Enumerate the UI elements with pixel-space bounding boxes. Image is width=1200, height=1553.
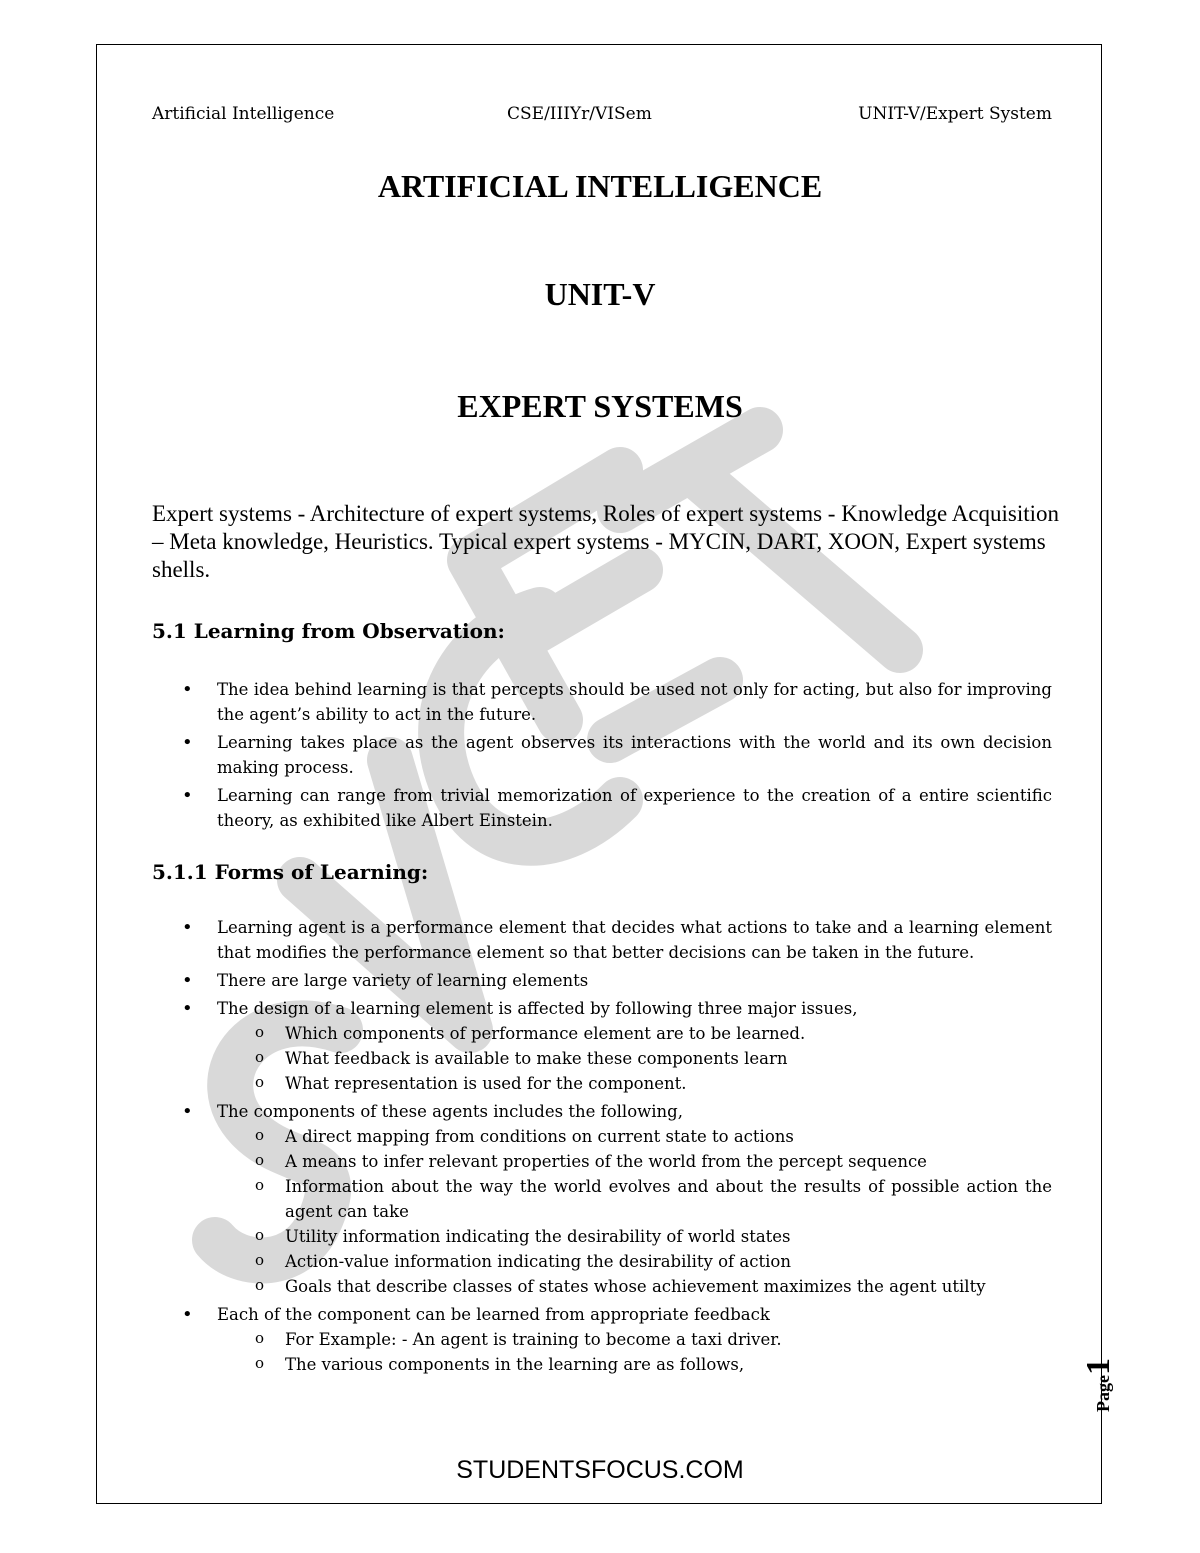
header-class: CSE/IIIYr/VISem <box>507 104 652 124</box>
page-word: Page <box>1093 1375 1113 1412</box>
footer-site-name: STUDENTSFOCUS.COM <box>456 1456 744 1484</box>
forms-bullet-list <box>152 915 1052 1380</box>
sub-list-item: o The various components in the learning are as follows, <box>217 1352 1052 1377</box>
list-item-text: The design of a learning element is affected by following three major issues, <box>217 999 858 1018</box>
sub-list-item: o A means to infer relevant properties of the world from the percept sequence <box>217 1149 1052 1174</box>
sub-list-item: o Which components of performance element are to be learned. <box>217 1021 1052 1046</box>
syllabus-paragraph: Expert systems - Architecture of expert systems, Roles of expert systems - Knowledge Acquisition – Meta knowledge, Heuristics. Typical expert systems - MYCIN, DART, XOON, Expert systems shells. <box>152 501 1060 582</box>
header-unit: UNIT-V/Expert System <box>858 104 1052 124</box>
sub-list-item: o Information about the way the world evolves and about the results of possible action the agent can take <box>217 1174 1052 1224</box>
section-heading-learning-from-observation: 5.1 Learning from Observation: <box>152 619 505 643</box>
unit-title: UNIT-V <box>544 276 656 312</box>
list-item-text: The components of these agents includes the following, <box>217 1102 683 1121</box>
list-item <box>152 996 1052 1096</box>
components-sublist <box>217 1124 1052 1299</box>
sub-list-item: o What feedback is available to make these components learn <box>217 1046 1052 1071</box>
list-item: • The idea behind learning is that percepts should be used not only for acting, but also for improving the agent’s ability to act in the future. <box>152 677 1052 727</box>
feedback-sublist <box>217 1327 1052 1377</box>
sub-list-item: o Utility information indicating the desirability of world states <box>217 1224 1052 1249</box>
list-item: • Learning can range from trivial memorization of experience to the creation of a entire scientific theory, as exhibited like Albert Einstein. <box>152 783 1052 833</box>
header-course: Artificial Intelligence <box>152 104 335 124</box>
topic-title: EXPERT SYSTEMS <box>457 388 743 424</box>
section-heading-forms-of-learning: 5.1.1 Forms of Learning: <box>152 860 429 884</box>
issues-sublist <box>217 1021 1052 1096</box>
list-item: • Learning takes place as the agent observes its interactions with the world and its own decision making process. <box>152 730 1052 780</box>
list-item-text: Each of the component can be learned from appropriate feedback <box>217 1305 770 1324</box>
list-item <box>152 1099 1052 1299</box>
sub-list-item: o A direct mapping from conditions on current state to actions <box>217 1124 1052 1149</box>
sub-list-item: o Goals that describe classes of states whose achievement maximizes the agent utilty <box>217 1274 1052 1299</box>
page-number: 1 <box>1080 1358 1117 1376</box>
observation-bullet-list <box>152 677 1052 836</box>
list-item: • Learning agent is a performance element that decides what actions to take and a learning element that modifies the performance element so that better decisions can be taken in the future. <box>152 915 1052 965</box>
running-header <box>152 104 1052 126</box>
main-title: ARTIFICIAL INTELLIGENCE <box>377 168 823 204</box>
list-item <box>152 1302 1052 1377</box>
sub-list-item: o What representation is used for the component. <box>217 1071 1052 1096</box>
sub-list-item: o For Example: - An agent is training to become a taxi driver. <box>217 1327 1052 1352</box>
list-item: • There are large variety of learning elements <box>152 968 1052 993</box>
sub-list-item: o Action-value information indicating the desirability of action <box>217 1249 1052 1274</box>
page-number-label <box>1080 1358 1118 1412</box>
